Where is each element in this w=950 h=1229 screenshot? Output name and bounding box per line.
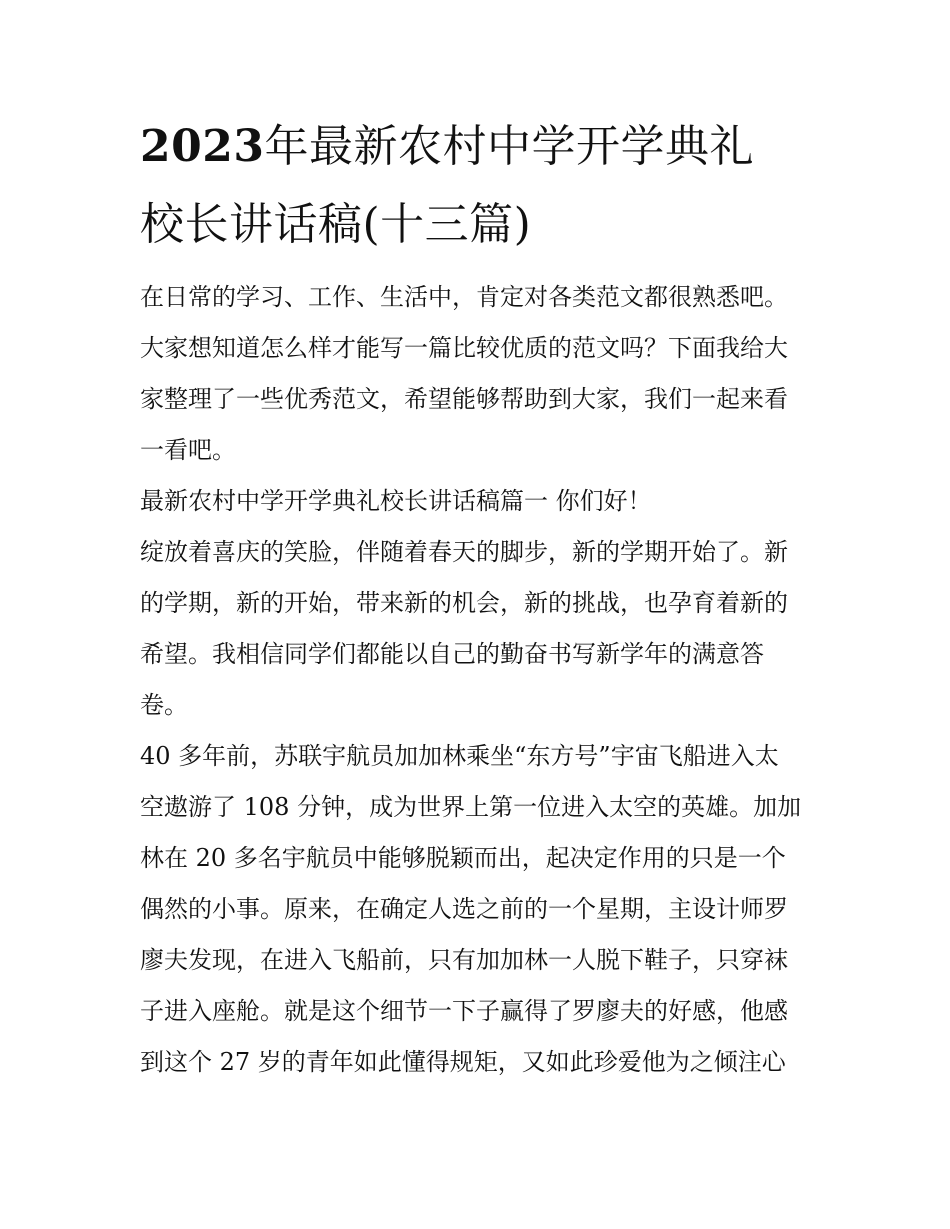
intro-line: 一看吧。 [140, 436, 236, 464]
body-line: 子进入座舱。就是这个细节一下子赢得了罗廖夫的好感，他感 [140, 997, 788, 1025]
intro-line: 在日常的学习、工作、生活中，肯定对各类范文都很熟悉吧。 [140, 283, 788, 311]
intro-line: 家整理了一些优秀范文，希望能够帮助到大家，我们一起来看 [140, 385, 788, 413]
body-line: 绽放着喜庆的笑脸，伴随着春天的脚步，新的学期开始了。新 [140, 538, 788, 566]
body-line: 偶然的小事。原来，在确定人选之前的一个星期，主设计师罗 [140, 895, 788, 923]
body-line: 的学期，新的开始，带来新的机会，新的挑战，也孕育着新的 [140, 589, 788, 617]
body-line: 廖夫发现，在进入飞船前，只有加加林一人脱下鞋子，只穿袜 [140, 946, 788, 974]
body-line: 希望。我相信同学们都能以自己的勤奋书写新学年的满意答 [140, 640, 764, 668]
intro-line: 大家想知道怎么样才能写一篇比较优质的范文吗？下面我给大 [140, 334, 788, 362]
document-page [140, 108, 820, 1088]
body-line: 空遨游了 108 分钟，成为世界上第一位进入太空的英雄。加加 [140, 793, 802, 821]
body-line: 卷。 [140, 691, 188, 719]
title-line-1 [140, 108, 820, 186]
document-title [140, 108, 820, 264]
title-line-1-text: 年最新农村中学开学典礼 [264, 121, 754, 172]
body-line: 到这个 27 岁的青年如此懂得规矩，又如此珍爱他为之倾注心 [140, 1048, 786, 1076]
section-heading [140, 476, 820, 527]
body-line: 林在 20 多名宇航员中能够脱颖而出，起决定作用的只是一个 [140, 844, 786, 872]
title-line-2: 校长讲话稿(十三篇) [140, 199, 532, 250]
body-paragraph-1 [140, 527, 820, 731]
title-year: 2023 [140, 121, 265, 172]
section-heading-text: 最新农村中学开学典礼校长讲话稿篇一 你们好！ [140, 487, 652, 515]
body-line: 40 多年前，苏联宇航员加加林乘坐“东方号”宇宙飞船进入太 [140, 742, 779, 770]
body-paragraph-2 [140, 731, 820, 1088]
intro-paragraph [140, 272, 820, 476]
